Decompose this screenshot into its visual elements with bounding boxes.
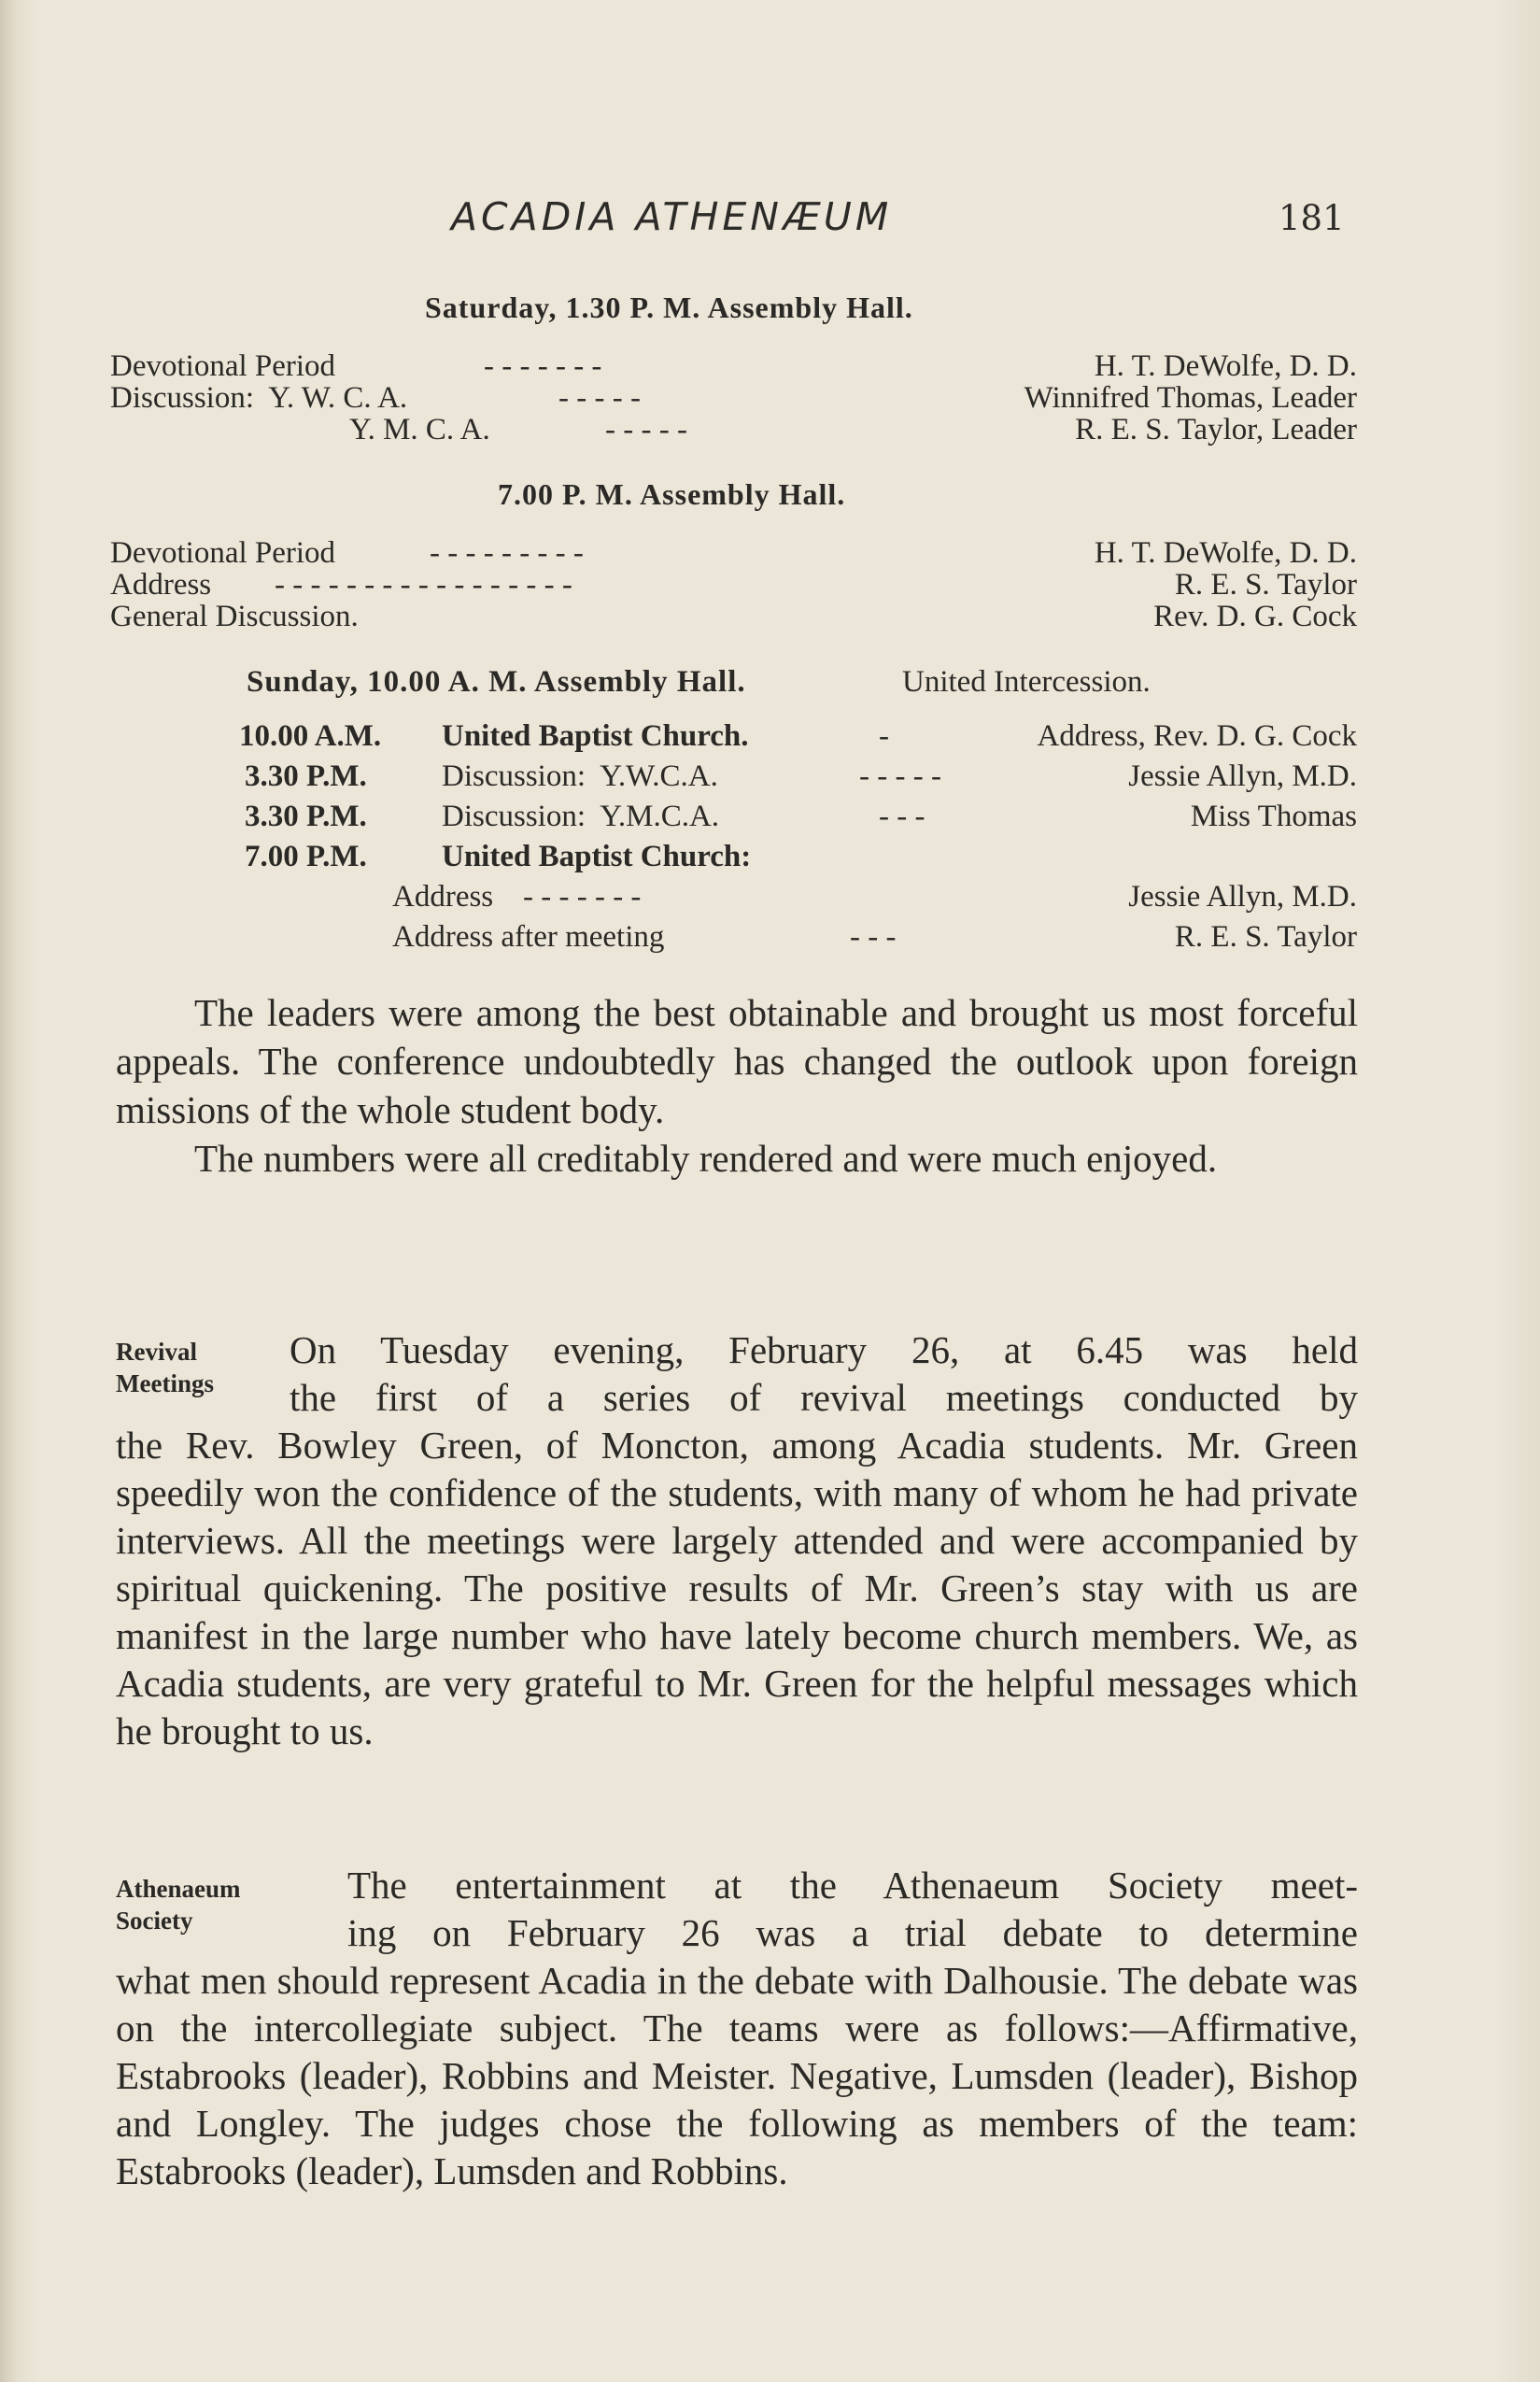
session-note: United Intercession.	[902, 665, 1151, 699]
program-item: Address	[110, 568, 212, 602]
program-item: Devotional Period	[110, 536, 336, 570]
program-item: Devotional Period	[110, 349, 336, 383]
program-time: 7.00 P.M.	[245, 840, 367, 873]
side-heading	[116, 1873, 241, 1936]
program-speaker: Winnifred Thomas, Leader	[1024, 381, 1357, 415]
program-speaker: Jessie Allyn, M.D.	[1128, 880, 1357, 914]
section-body: the Rev. Bowley Green, of Moncton, among Acadia students. Mr. Green speedily won the confidence of the students, with many of whom he had private interviews. All the meetings were largely attended and were accompanied by spiritual quickening. The positive results of Mr. Green’s stay with us are manifest in the large number who have lately become church members. We, as Acadia students, are very grateful to Mr. Green for the helpful messages which he brought to us.	[116, 1424, 1358, 1752]
side-heading	[116, 1336, 214, 1399]
session-heading: Saturday, 1.30 P. M. Assembly Hall.	[425, 291, 913, 324]
program-item: United Baptist Church.	[442, 719, 749, 753]
section-line: On Tuesday evening, February 26, at 6.45 was held	[290, 1328, 1358, 1371]
section-body: what men should represent Acadia in the debate with Dalhousie. The debate was on the intercollegiate subject. The teams were as follows:—Affirmative, Estabrooks (leader), Robbins and Meister. Negative, Lumsden (leader), Bishop and Longley. The judges chose the following as members of the team: Estabrooks (leader), Lumsden and Robbins.	[116, 1959, 1358, 2192]
side-heading-line: Meetings	[116, 1369, 214, 1397]
program-speaker: R. E. S. Taylor	[1174, 920, 1357, 954]
program-speaker: H. T. DeWolfe, D. D.	[1094, 536, 1357, 570]
conference-report	[116, 988, 1358, 1183]
program-speaker: R. E. S. Taylor	[1174, 568, 1357, 602]
section-lead-lines	[116, 1326, 1358, 1422]
session-heading: Sunday, 10.00 A. M. Assembly Hall.	[247, 665, 746, 699]
side-heading-line: Revival	[116, 1338, 197, 1366]
section-athenaeum-society	[116, 1862, 1358, 2195]
program-item: Address after meeting	[392, 920, 665, 954]
program-item: United Baptist Church:	[442, 840, 752, 873]
program-item: Discussion: Y.W.C.A.	[442, 759, 718, 793]
program-item: General Discussion.	[110, 600, 359, 633]
program-leader-dashes: - - - - - - - - -	[430, 536, 584, 570]
program-leader-dashes: - - - - -	[859, 759, 941, 793]
section-line: The entertainment at the Athenaeum Society meet-	[347, 1864, 1358, 1907]
program-leader-dashes: - - - - -	[558, 381, 641, 415]
program-speaker: Address, Rev. D. G. Cock	[1037, 719, 1357, 753]
program-leader-dashes: - - -	[850, 920, 897, 954]
paragraph: The numbers were all creditably rendered and were much enjoyed.	[194, 1137, 1218, 1180]
program-speaker: H. T. DeWolfe, D. D.	[1094, 349, 1357, 383]
program-leader-dashes: - - - - - - - - - - - - - - - - -	[275, 568, 572, 602]
page-number: 181	[1279, 198, 1345, 238]
program-leader-dashes: - - - - - - -	[523, 880, 642, 914]
program-speaker: Miss Thomas	[1190, 800, 1357, 833]
side-heading-line: Athenaeum	[116, 1875, 241, 1903]
program-item: Address	[392, 880, 494, 914]
program-leader-dashes: - - - - - - -	[484, 349, 602, 383]
program-time: 3.30 P.M.	[245, 800, 367, 833]
section-line: the first of a series of revival meetings conducted by	[290, 1376, 1358, 1419]
section-revival-meetings	[116, 1326, 1358, 1755]
program-leader-dashes: -	[879, 719, 889, 753]
program-item: Discussion: Y.M.C.A.	[442, 800, 720, 833]
side-heading-line: Society	[116, 1907, 193, 1935]
section-line: ing on February 26 was a trial debate to determine	[347, 1911, 1358, 1954]
session-heading: 7.00 P. M. Assembly Hall.	[498, 477, 846, 511]
journal-title: ACADIA ATHENÆUM	[451, 194, 893, 239]
program-speaker: Rev. D. G. Cock	[1153, 600, 1357, 633]
program-speaker: R. E. S. Taylor, Leader	[1075, 413, 1357, 447]
program-time: 10.00 A.M.	[239, 719, 382, 753]
program-speaker: Jessie Allyn, M.D.	[1128, 759, 1357, 793]
section-lead-lines	[116, 1862, 1358, 1957]
program-time: 3.30 P.M.	[245, 759, 367, 793]
program-leader-dashes: - - - - -	[605, 413, 687, 447]
running-header	[0, 194, 1540, 250]
program-item: Discussion: Y. W. C. A.	[110, 381, 408, 415]
paragraph: The leaders were among the best obtainable and brought us most forceful appeals. The conference undoubtedly has changed the outlook upon foreign missions of the whole student body.	[116, 991, 1358, 1131]
program-item: Y. M. C. A.	[349, 413, 490, 447]
program-leader-dashes: - - -	[879, 800, 925, 833]
